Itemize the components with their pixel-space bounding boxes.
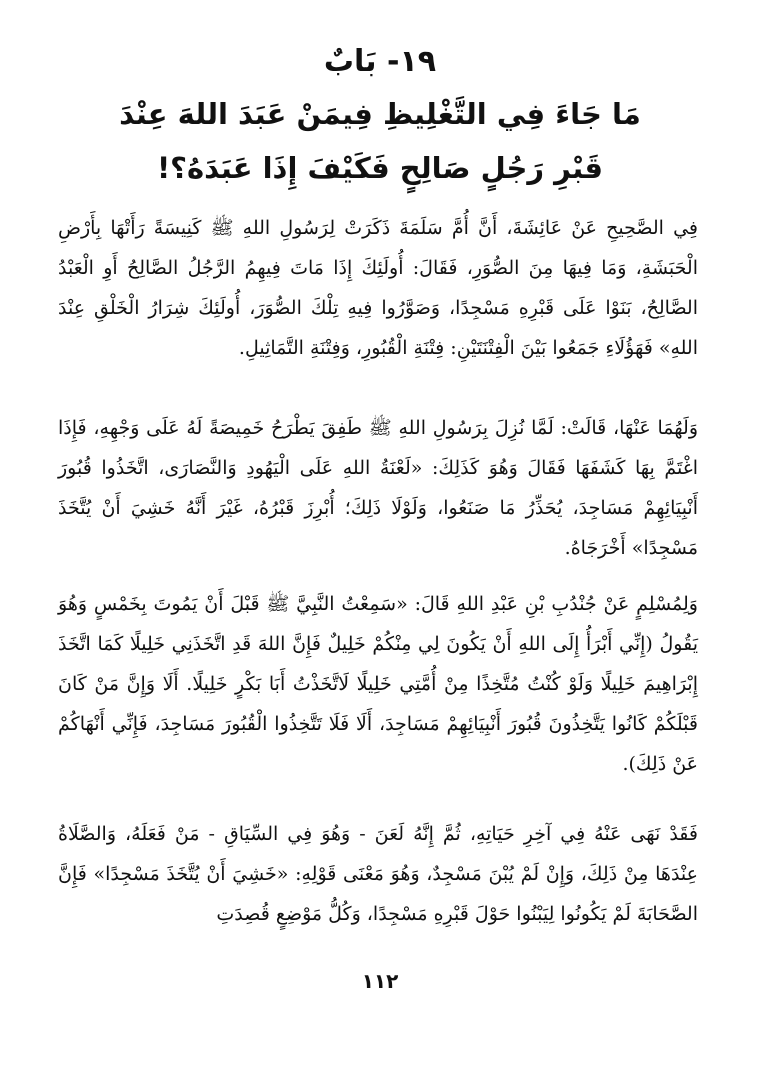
paragraph-jundub-hadith [58, 584, 698, 784]
paragraph-text: وَلَهُمَا عَنْهَا، قَالَتْ: لَمَّا نُزِلَ بِرَسُولِ اللهِ ﷺ طَفِقَ يَطْرَحُ خَمِيصَةً لَهُ عَلَى وَجْهِهِ، فَإِذَا اغْتَمَّ بِهَا كَشَفَهَا فَقَالَ وَهُوَ كَذَلِكَ: «لَعْنَةُ اللهِ عَلَى الْيَهُودِ وَالنَّصَارَى، اتَّخَذُوا قُبُورَ أَنْبِيَائِهِمْ مَسَاجِدَ، يُحَذِّرُ مَا صَنَعُوا، وَلَوْلَا ذَلِكَ؛ أُبْرِزَ قَبْرُهُ، غَيْرَ أَنَّهُ خَشِيَ أَنْ يُتَّخَذَ مَسْجِدًا» أَخْرَجَاهُ. [58, 417, 698, 559]
chapter-title-line-2: قَبْرِ رَجُلٍ صَالِحٍ فَكَيْفَ إِذَا عَبَدَهُ؟! [156, 151, 604, 185]
paragraph-commentary [58, 814, 698, 934]
paragraph-khamisa-hadith [58, 408, 698, 568]
page-number: ١١٢ [361, 969, 399, 993]
paragraph-aisha-hadith [58, 208, 698, 368]
chapter-number: ١٩- بَابٌ [323, 44, 437, 79]
paragraph-text: فِي الصَّحِيحِ عَنْ عَائِشَةَ، أَنَّ أُمَّ سَلَمَةَ ذَكَرَتْ لِرَسُولِ اللهِ ﷺ كَنِيسَةً رَأَتْهَا بِأَرْضِ الْحَبَشَةِ، وَمَا فِيهَا مِنَ الصُّوَرِ، فَقَالَ: أُولَئِكَ إِذَا مَاتَ فِيهِمُ الرَّجُلُ الصَّالِحُ أَوِ الْعَبْدُ الصَّالِحُ، بَنَوْا عَلَى قَبْرِهِ مَسْجِدًا، وَصَوَّرُوا فِيهِ تِلْكَ الصُّوَرَ، أُولَئِكَ شِرَارُ الْخَلْقِ عِنْدَ اللهِ» فَهَؤُلَاءِ جَمَعُوا بَيْنَ الْفِتْنَتَيْنِ: فِتْنَةِ الْقُبُورِ، وَفِتْنَةِ التَّمَاثِيلِ. [58, 217, 698, 359]
paragraph-text: وَلِمُسْلِمٍ عَنْ جُنْدُبِ بْنِ عَبْدِ اللهِ قَالَ: «سَمِعْتُ النَّبِيَّ ﷺ قَبْلَ أَنْ يَمُوتَ بِخَمْسٍ وَهُوَ يَقُولُ (إِنِّي أَبْرَأُ إِلَى اللهِ أَنْ يَكُونَ لِي مِنْكُمْ خَلِيلٌ فَإِنَّ اللهَ قَدِ اتَّخَذَنِي خَلِيلًا كَمَا اتَّخَذَ إِبْرَاهِيمَ خَلِيلًا وَلَوْ كُنْتُ مُتَّخِذًا مِنْ أُمَّتِي خَلِيلًا لَاتَّخَذْتُ أَبَا بَكْرٍ خَلِيلًا. أَلَا وَإِنَّ مَنْ كَانَ قَبْلَكُمْ كَانُوا يَتَّخِذُونَ قُبُورَ أَنْبِيَائِهِمْ مَسَاجِدَ، أَلَا فَلَا تَتَّخِذُوا الْقُبُورَ مَسَاجِدَ، فَإِنِّي أَنْهَاكُمْ عَنْ ذَلِكَ). [58, 593, 698, 775]
paragraph-text: فَقَدْ نَهَى عَنْهُ فِي آخِرِ حَيَاتِهِ، ثُمَّ إِنَّهُ لَعَنَ - وَهُوَ فِي السِّيَاقِ - مَنْ فَعَلَهُ، وَالصَّلَاةُ عِنْدَهَا مِنْ ذَلِكَ، وَإِنْ لَمْ يُبْنَ مَسْجِدٌ، وَهُوَ مَعْنَى قَوْلِهِ: «خَشِيَ أَنْ يُتَّخَذَ مَسْجِدًا» فَإِنَّ الصَّحَابَةَ لَمْ يَكُونُوا لِيَبْنُوا حَوْلَ قَبْرِهِ مَسْجِدًا، وَكُلُّ مَوْضِعٍ قُصِدَتِ [58, 823, 698, 925]
chapter-title-line-1: مَا جَاءَ فِي التَّغْلِيظِ فِيمَنْ عَبَدَ اللهَ عِنْدَ [119, 97, 641, 131]
